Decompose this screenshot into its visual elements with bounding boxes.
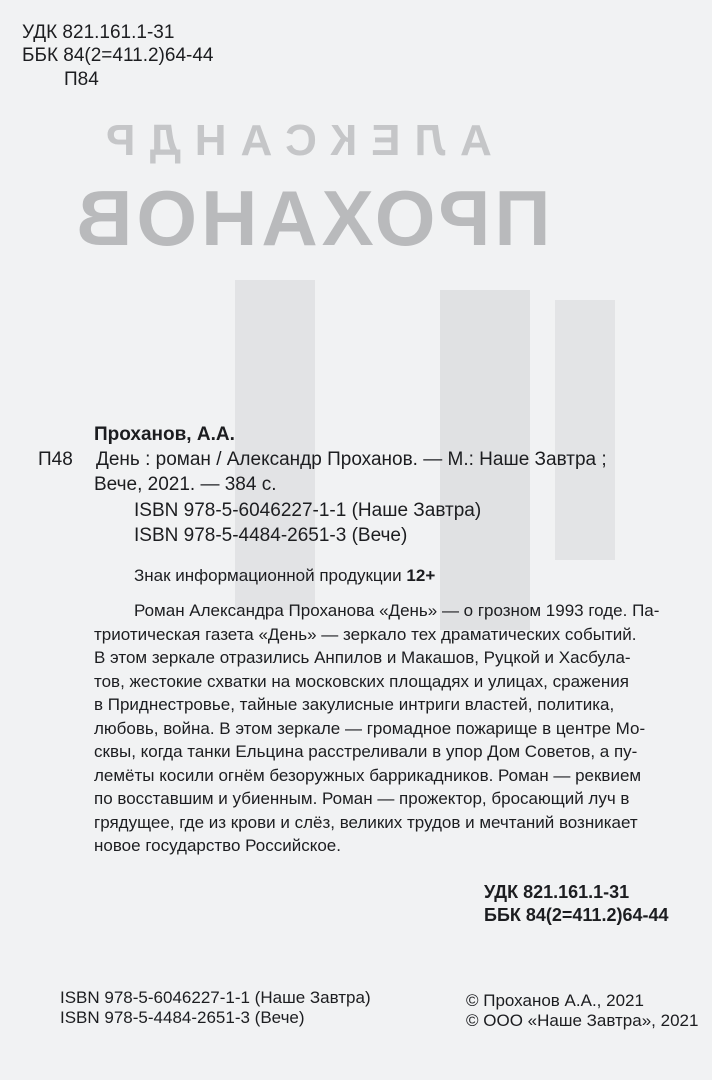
footer-copyright-2: © ООО «Наше Завтра», 2021: [466, 1011, 699, 1030]
description: [94, 599, 694, 858]
footer-copyright-1: © Проханов А.А., 2021: [466, 991, 644, 1010]
header-bbk: ББК 84(2=411.2)64-44: [22, 45, 214, 66]
age-sign-label: Знак информационной продукции: [134, 566, 402, 585]
description-line: В этом зеркале отразились Анпилов и Макашов, Руцкой и Хасбула-: [94, 648, 631, 667]
description-line: сквы, когда танки Ельцина расстреливали в упор Дом Советов, а пу-: [94, 742, 638, 761]
description-line: в Приднестровье, тайные закулисные интриги властей, политика,: [94, 695, 615, 714]
description-line: Роман Александра Проханова «День» — о грозном 1993 годе. Па-: [134, 601, 660, 620]
description-line: лемёты косили огнём безоружных баррикадников. Роман — реквием: [94, 765, 642, 785]
header-udk: УДК 821.161.1-31: [22, 22, 175, 43]
record-title-line2: Вече, 2021. — 384 с.: [94, 474, 277, 495]
header-code: П84: [64, 69, 99, 90]
record-author: Проханов, А.А.: [94, 424, 235, 445]
description-line: по восставшим и убиенным. Роман — прожектор, бросающий луч в: [94, 789, 630, 808]
bleed-author-first: АЛЕКСАНДР: [92, 116, 492, 165]
age-sign-value: 12+: [406, 566, 436, 585]
description-line: любовь, война. В этом зеркале — громадное пожарище в центре Мо-: [94, 718, 646, 738]
bottom-bbk: ББК 84(2=411.2)64-44: [484, 905, 669, 925]
record-shelf-mark: П48: [38, 449, 73, 470]
description-line: тов, жестокие схватки на московских площадях и улицах, сражения: [94, 671, 629, 691]
record-title-line1: День : роман / Александр Проханов. — М.: Наше Завтра ;: [96, 449, 607, 470]
footer-isbn-2: ISBN 978-5-4484-2651-3 (Вече): [60, 1008, 305, 1027]
age-sign: [134, 566, 435, 586]
bottom-udk: УДК 821.161.1-31: [484, 882, 630, 902]
description-line: триотическая газета «День» — зеркало тех драматических событий.: [94, 624, 637, 644]
description-line: новое государство Российское.: [94, 836, 341, 855]
footer-isbn-1: ISBN 978-5-6046227-1-1 (Наше Завтра): [60, 988, 371, 1007]
record-isbn-2: ISBN 978-5-4484-2651-3 (Вече): [134, 525, 408, 546]
bleed-author-last: ПРОХАНОВ: [72, 174, 551, 262]
record-isbn-1: ISBN 978-5-6046227-1-1 (Наше Завтра): [134, 500, 482, 521]
description-line: грядущее, где из крови и слёз, великих трудов и мечтаний возникает: [94, 812, 638, 832]
